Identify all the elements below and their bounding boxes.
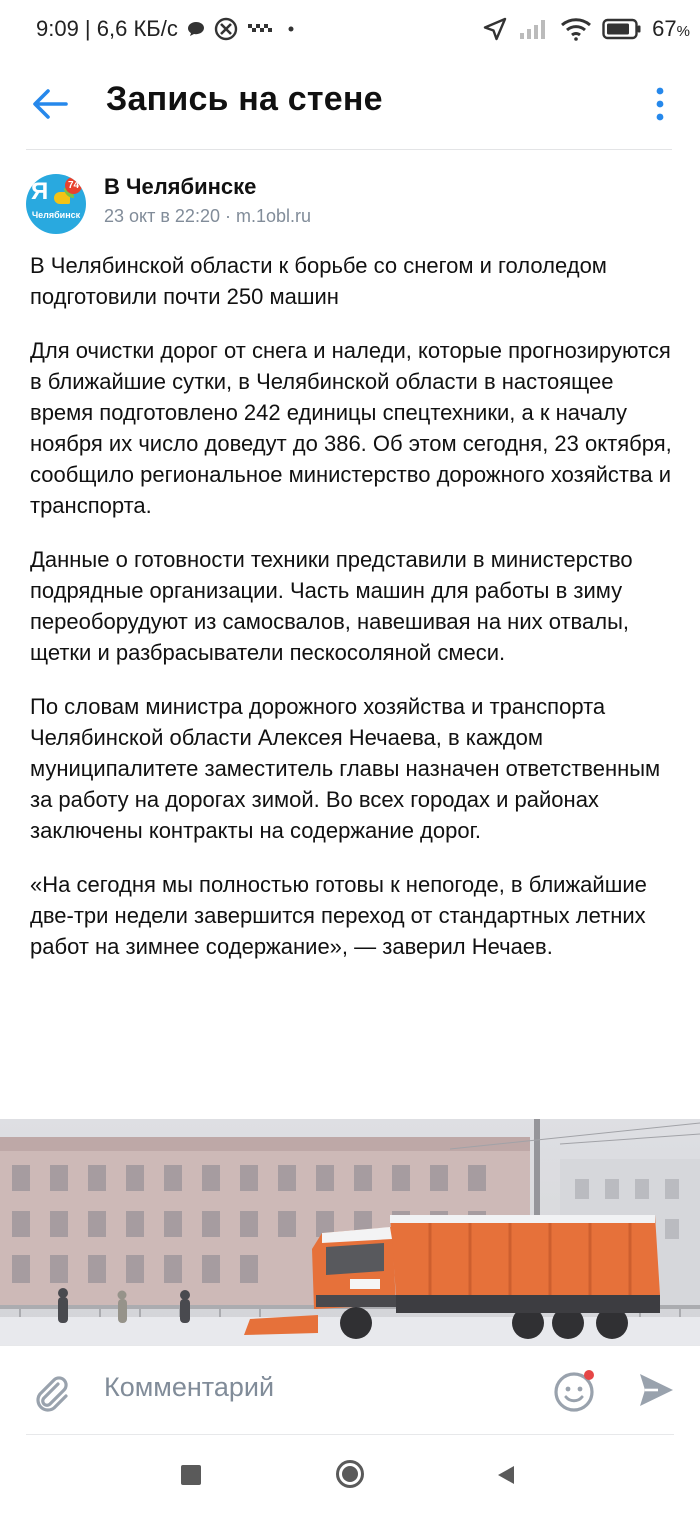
app-header (0, 62, 700, 148)
avatar-letter: Я (31, 178, 49, 205)
post-paragraph: «На сегодня мы полностью готовы к непогоде, в ближайшие две-три недели завершится переход от стандартных летних работ на зимнее содержание», — заверил Нечаев. (30, 872, 647, 959)
post-paragraph: Данные о готовности техники представили в министерство подрядные организации. Часть машин для работы в зиму переоборудуют из самосвалов, навешивая на них отвалы, щетки и разбрасыватели пескосоляной смеси. (30, 547, 633, 665)
wifi-icon (560, 17, 592, 41)
comment-input[interactable]: Комментарий (104, 1372, 275, 1402)
post-paragraph: В Челябинской области к борьбе со снегом и гололедом подготовили почти 250 машин (30, 253, 607, 309)
dot-icon (286, 24, 296, 34)
chat-bubble-icon (186, 19, 206, 39)
paperclip-icon[interactable] (28, 1370, 72, 1414)
more-vertical-icon[interactable] (650, 82, 670, 126)
send-icon[interactable] (636, 1370, 676, 1410)
taxi-icon (246, 21, 278, 37)
battery-unit: % (676, 23, 690, 40)
app-notification-icon (214, 17, 238, 41)
avatar-city: Челябинск (31, 210, 81, 220)
avatar-badge: 74 (65, 177, 82, 194)
post-photo[interactable] (0, 1119, 700, 1345)
smiley-icon[interactable] (552, 1368, 598, 1414)
back-button[interactable] (494, 1463, 518, 1487)
status-bar (0, 0, 700, 62)
meta-separator: · (224, 206, 231, 226)
battery-icon (602, 18, 642, 40)
location-arrow-icon (482, 16, 508, 42)
post-source[interactable]: m.1obl.ru (236, 206, 312, 226)
arrow-left-icon[interactable] (28, 82, 72, 126)
battery-level (652, 16, 690, 42)
post-paragraph: Для очистки дорог от снега и наледи, которые прогнозируются в ближайшие сутки, в Челябинской области в настоящее время подготовлено 242 единицы спецтехники, а к началу ноября их число доведут до 386. Об этом сегодня, 23 октября, сообщило региональное министерство дорожного хозяйства и транспорта. (30, 338, 672, 518)
status-time: 9:09 | 6,6 КБ/с (36, 16, 178, 41)
post-paragraph: По словам министра дорожного хозяйства и транспорта Челябинской области Алексея Нечаева, в каждом муниципалитете заместитель главы назначен ответственным за работу на дорогах зимой. Во всех городах и районах заключены контракты на содержание дорог. (30, 694, 661, 843)
post-author[interactable]: В Челябинске (104, 174, 257, 199)
home-button[interactable] (335, 1459, 365, 1489)
snowplow-truck-image (0, 1119, 700, 1345)
status-right (482, 16, 690, 42)
status-left (36, 16, 296, 42)
comment-bar (0, 1345, 700, 1436)
cellular-signal-icon (518, 17, 550, 41)
post-body (30, 250, 680, 985)
system-nav-bar (0, 1435, 700, 1517)
post-date: 23 окт в 22:20 (104, 206, 220, 226)
avatar[interactable] (26, 174, 86, 234)
recent-apps-button[interactable] (181, 1465, 201, 1485)
battery-value: 67 (652, 16, 677, 41)
header-divider (26, 149, 672, 150)
post-meta (104, 206, 311, 227)
page-title: Запись на стене (106, 80, 383, 118)
